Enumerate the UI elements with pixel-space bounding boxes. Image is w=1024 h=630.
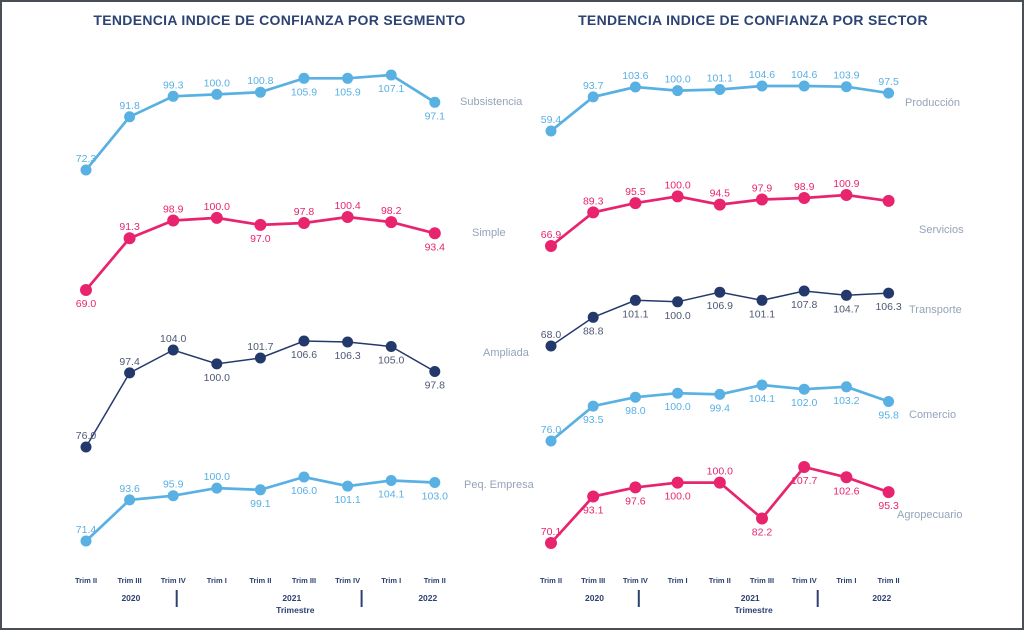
data-point — [756, 513, 768, 525]
chart-title-sector: TENDENCIA INDICE DE CONFIANZA POR SECTOR — [578, 12, 928, 28]
data-label: 93.5 — [582, 414, 604, 427]
data-point — [840, 471, 852, 483]
data-point — [255, 484, 266, 495]
x-axis-title: Trimestre — [734, 605, 773, 615]
year-label: 2021 — [282, 593, 302, 603]
data-label: 101.7 — [247, 341, 274, 353]
data-label: 97.9 — [751, 182, 773, 195]
data-point — [124, 232, 136, 244]
data-label: 97.4 — [119, 355, 140, 368]
data-label: 100.0 — [664, 179, 691, 192]
data-point — [386, 70, 397, 81]
data-point — [672, 477, 684, 489]
data-label: 101.1 — [334, 494, 361, 507]
data-point — [386, 341, 397, 352]
data-label: 100.0 — [664, 309, 691, 322]
data-point — [883, 88, 894, 99]
x-tick-label: Trim III — [291, 576, 317, 585]
data-point — [672, 190, 684, 202]
data-point — [714, 84, 725, 95]
data-label: 100.0 — [664, 73, 691, 86]
data-point — [841, 81, 852, 92]
data-point — [757, 81, 768, 92]
data-label: 107.7 — [791, 475, 818, 487]
data-point — [588, 91, 599, 102]
data-label: 69.0 — [75, 298, 97, 310]
x-tick-label: Trim II — [423, 576, 446, 585]
series-name-label: Servicios — [919, 224, 964, 236]
data-point — [167, 215, 179, 227]
data-point — [757, 295, 768, 306]
series-peq-empresa — [76, 471, 535, 546]
data-point — [299, 73, 310, 84]
data-label: 93.1 — [582, 504, 604, 517]
data-point — [124, 494, 135, 505]
series-name-label: Agropecuario — [897, 509, 963, 521]
data-label: 76.0 — [540, 424, 562, 436]
data-label: 98.2 — [380, 205, 402, 218]
data-point — [630, 392, 641, 403]
data-label: 97.8 — [424, 379, 446, 392]
chart-tendencia-indice-de-confianza-por-sector — [540, 69, 964, 615]
year-label: 2020 — [121, 593, 141, 603]
data-label: 99.4 — [709, 402, 731, 415]
data-label: 100.0 — [664, 401, 691, 414]
series-name-label: Simple — [472, 227, 506, 239]
year-label: 2021 — [740, 593, 760, 603]
data-label: 100.0 — [203, 471, 230, 484]
data-point — [714, 389, 725, 400]
data-label: 105.9 — [290, 86, 318, 99]
data-point — [211, 358, 222, 369]
data-label: 71.4 — [75, 524, 97, 536]
data-label: 102.6 — [833, 485, 860, 498]
data-label: 95.5 — [625, 186, 646, 199]
data-label: 66.9 — [540, 229, 562, 241]
data-label: 100.0 — [203, 371, 230, 384]
data-label: 104.1 — [748, 393, 776, 405]
data-label: 72.3 — [75, 153, 97, 165]
data-point — [81, 536, 92, 547]
year-label: 2022 — [418, 593, 438, 603]
chart-title-segmento: TENDENCIA INDICE DE CONFIANZA POR SEGMENTO — [93, 12, 466, 28]
data-point — [757, 380, 768, 391]
data-label: 106.0 — [290, 485, 318, 497]
data-label: 89.3 — [582, 195, 604, 208]
data-point — [588, 401, 599, 412]
x-tick-label: Trim II — [74, 576, 98, 585]
data-point — [429, 97, 440, 108]
data-point — [546, 436, 557, 447]
data-point — [211, 212, 223, 224]
data-point — [588, 312, 599, 323]
data-label: 97.0 — [250, 232, 271, 245]
series-name-label: Transporte — [909, 304, 962, 316]
x-tick-label: Trim I — [206, 576, 227, 585]
data-point — [80, 284, 92, 296]
data-point — [714, 287, 725, 298]
data-label: 100.9 — [833, 178, 860, 190]
data-point — [124, 111, 135, 122]
data-point — [386, 475, 397, 486]
data-label: 98.0 — [625, 405, 646, 418]
data-point — [255, 353, 266, 364]
data-point — [429, 477, 440, 488]
data-label: 91.3 — [119, 221, 140, 234]
data-label: 101.1 — [748, 308, 776, 321]
data-label: 95.9 — [162, 478, 184, 491]
series-ampliada — [76, 333, 530, 453]
data-point — [168, 490, 179, 501]
data-label: 100.0 — [706, 465, 733, 478]
data-point — [630, 295, 641, 306]
x-tick-label: Trim II — [877, 576, 900, 585]
data-point — [299, 472, 310, 483]
x-tick-label: Trim I — [381, 576, 402, 585]
data-point — [798, 192, 810, 204]
data-point — [545, 240, 557, 252]
charts-plot-area — [2, 2, 1024, 630]
data-label: 88.8 — [582, 325, 604, 338]
x-tick-label: Trim II — [539, 576, 563, 585]
x-tick-label: Trim II — [708, 576, 731, 585]
x-axis-title: Trimestre — [276, 605, 315, 615]
data-point — [841, 290, 852, 301]
data-point — [630, 82, 641, 93]
chart-tendencia-indice-de-confianza-por-segmento — [75, 70, 535, 616]
x-tick-label: Trim IV — [622, 576, 648, 585]
data-label: 95.3 — [878, 500, 899, 513]
x-axis — [540, 576, 900, 615]
data-point — [841, 381, 852, 392]
data-label: 103.6 — [622, 70, 649, 82]
data-point — [211, 89, 222, 100]
data-label: 94.5 — [709, 187, 731, 200]
x-tick-label: Trim III — [749, 576, 775, 585]
data-point — [883, 486, 895, 498]
data-label: 97.1 — [424, 110, 446, 123]
x-tick-label: Trim III — [581, 576, 606, 585]
data-label: 99.1 — [250, 497, 271, 510]
data-label: 95.8 — [878, 409, 899, 422]
data-point — [799, 384, 810, 395]
data-point — [756, 194, 768, 206]
data-label: 91.8 — [119, 99, 140, 112]
data-point — [342, 337, 353, 348]
data-label: 106.3 — [334, 350, 361, 362]
data-point — [342, 211, 354, 223]
data-point — [81, 442, 92, 453]
data-point — [255, 87, 266, 98]
x-tick-label: Trim I — [667, 576, 688, 585]
x-tick-label: Trim II — [249, 576, 272, 585]
series-name-label: Ampliada — [483, 347, 529, 359]
data-label: 99.3 — [162, 79, 184, 92]
data-label: 103.9 — [833, 69, 860, 82]
data-label: 106.6 — [290, 349, 318, 361]
series-agropecuario — [541, 461, 963, 549]
data-label: 98.9 — [793, 181, 815, 193]
data-point — [587, 206, 599, 218]
series-name-label: Peq. Empresa — [464, 479, 534, 491]
data-label: 104.7 — [833, 303, 860, 316]
data-label: 100.0 — [203, 200, 230, 213]
series-simple — [76, 200, 506, 310]
data-point — [211, 483, 222, 494]
series-name-label: Subsistencia — [460, 96, 523, 108]
data-label: 104.6 — [791, 69, 818, 81]
data-label: 97.5 — [878, 76, 899, 89]
data-point — [587, 491, 599, 503]
series-produccion — [541, 69, 960, 137]
data-point — [254, 219, 266, 231]
data-point — [124, 367, 135, 378]
data-point — [799, 286, 810, 297]
data-label: 59.4 — [540, 114, 562, 126]
data-point — [81, 165, 92, 176]
data-label: 102.0 — [791, 397, 818, 410]
data-point — [629, 197, 641, 209]
data-label: 101.1 — [706, 72, 733, 85]
data-label: 101.1 — [622, 308, 649, 321]
data-label: 100.0 — [203, 77, 230, 90]
data-label: 104.0 — [160, 333, 187, 345]
data-label: 103.0 — [421, 490, 448, 503]
data-label: 106.9 — [706, 300, 733, 313]
data-label: 93.4 — [424, 241, 446, 254]
year-label: 2020 — [585, 593, 604, 603]
data-point — [672, 85, 683, 96]
data-label: 70.1 — [540, 526, 562, 538]
x-axis — [75, 576, 446, 615]
data-point — [883, 396, 894, 407]
series-name-label: Comercio — [909, 409, 957, 421]
data-label: 107.1 — [378, 83, 405, 95]
data-point — [168, 345, 179, 356]
x-tick-label: Trim I — [836, 576, 857, 585]
data-point — [342, 73, 353, 84]
x-tick-label: Trim IV — [791, 576, 817, 585]
x-tick-label: Trim IV — [160, 576, 186, 585]
data-point — [546, 341, 557, 352]
data-label: 105.9 — [334, 86, 361, 99]
data-label: 98.9 — [162, 203, 184, 216]
data-point — [546, 126, 557, 137]
data-point — [629, 481, 641, 493]
data-point — [714, 477, 726, 489]
data-point — [883, 195, 895, 207]
data-label: 107.8 — [791, 299, 818, 311]
data-label: 97.6 — [625, 495, 646, 508]
data-point — [798, 461, 810, 473]
data-point — [883, 288, 894, 299]
data-label: 103.2 — [833, 394, 860, 407]
data-label: 104.1 — [378, 488, 405, 501]
data-point — [299, 336, 310, 347]
data-point — [840, 189, 852, 201]
x-tick-label: Trim III — [117, 576, 142, 585]
data-label: 68.0 — [540, 329, 562, 341]
data-label: 82.2 — [751, 526, 773, 539]
data-point — [385, 216, 397, 228]
data-point — [799, 81, 810, 92]
data-label: 100.8 — [247, 75, 274, 88]
data-point — [672, 296, 683, 307]
year-label: 2022 — [872, 593, 892, 603]
data-point — [342, 481, 353, 492]
series-transporte — [541, 286, 962, 352]
data-label: 97.8 — [293, 206, 315, 218]
series-name-label: Producción — [905, 97, 961, 109]
data-label: 105.0 — [378, 354, 405, 367]
data-label: 100.0 — [664, 490, 691, 503]
data-point — [545, 537, 557, 549]
series-subsistencia — [76, 70, 523, 176]
data-point — [714, 199, 726, 211]
series-servicios — [541, 178, 964, 252]
data-label: 93.7 — [582, 79, 604, 92]
data-label: 76.0 — [75, 430, 97, 442]
data-point — [429, 366, 440, 377]
data-point — [672, 388, 683, 399]
data-point — [168, 91, 179, 102]
data-label: 106.3 — [875, 301, 902, 314]
x-tick-label: Trim IV — [335, 576, 361, 585]
data-label: 100.4 — [334, 200, 361, 212]
series-comercio — [541, 380, 956, 447]
data-point — [298, 217, 310, 229]
data-label: 93.6 — [119, 482, 140, 495]
data-label: 104.6 — [748, 69, 776, 81]
data-point — [429, 227, 441, 239]
